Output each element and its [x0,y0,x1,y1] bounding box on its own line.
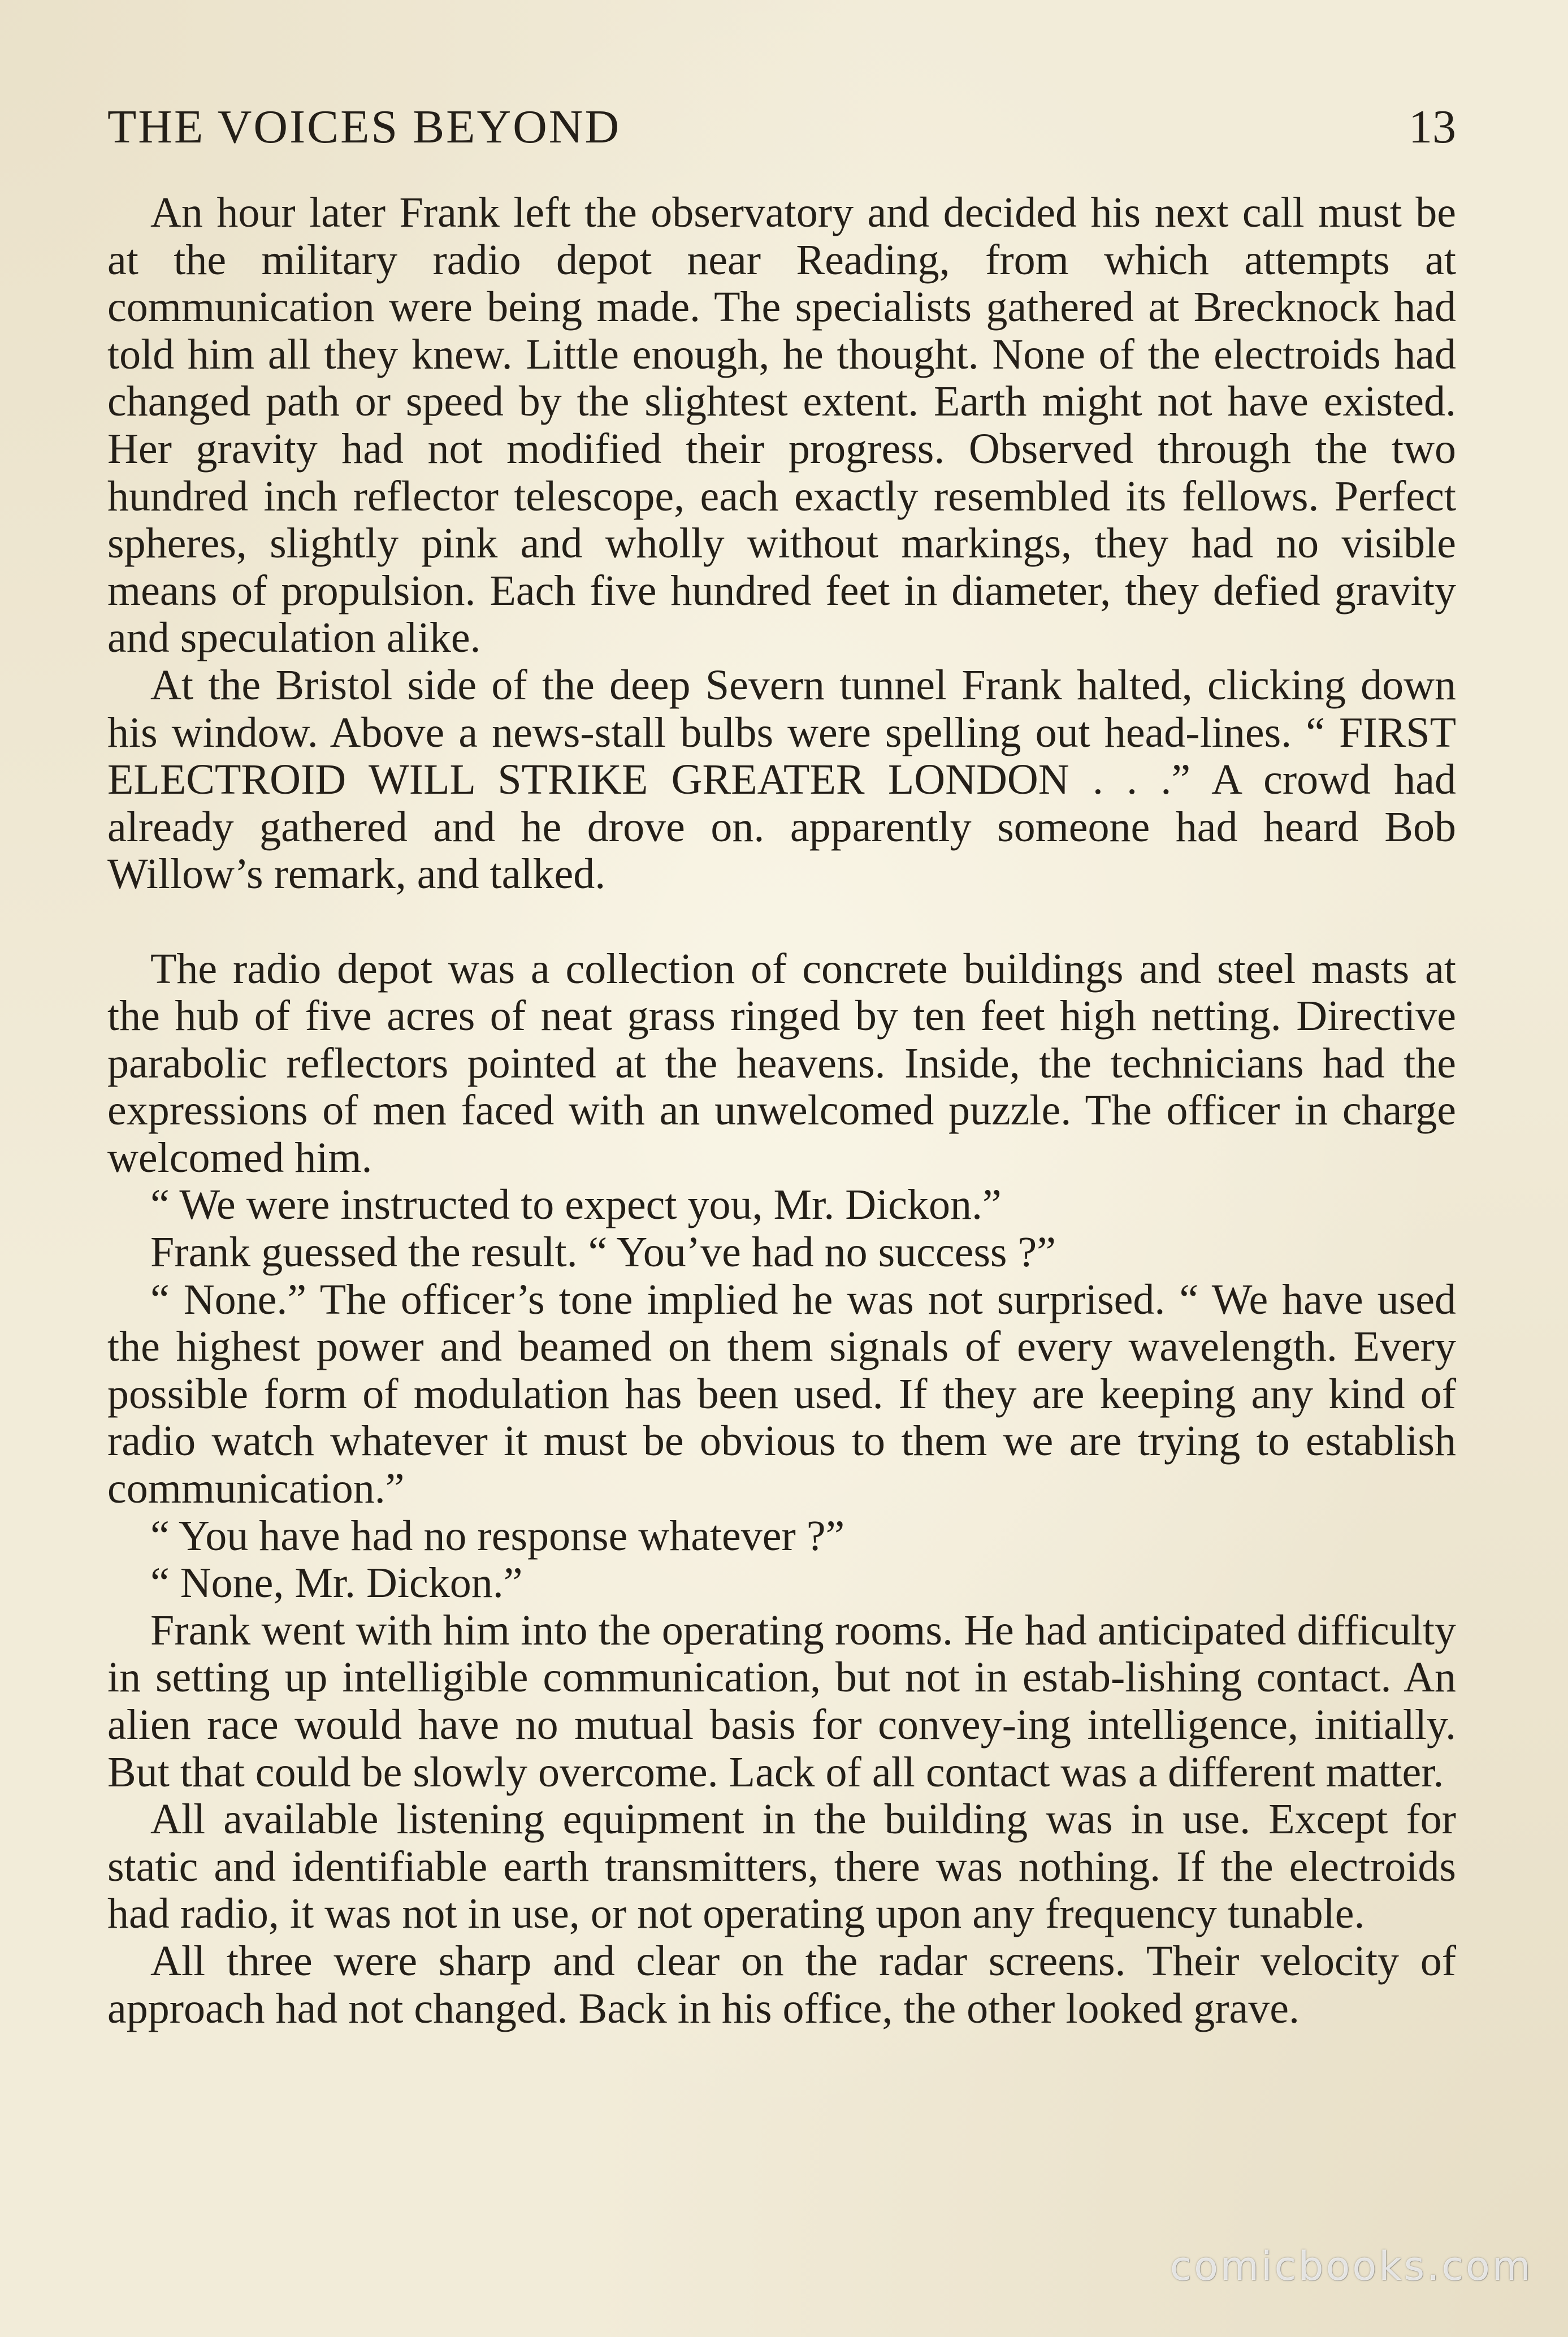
paragraph-dialogue-none: “ None.” The officer’s tone implied he was not surprised. “ We have used the highest power and beamed on them signals of every wavelength. Every possible form of modulation has been used. If they are keeping any kind of radio watch whatever it must be obvious to them we are trying to establish communication.” [107,1275,1456,1513]
paragraph-listening-equipment: All available listening equipment in the building was in use. Except for static and identifiable earth transmitters, there was nothing. If the electroids had radio, it was not in use, or not operating upon any frequency tunable. [107,1795,1456,1938]
body-text [107,189,1456,2032]
paragraph-observatory: An hour later Frank left the observatory and decided his next call must be at the military radio depot near Reading, from which attempts at communication were being made. The specialists gathered at Brecknock had told him all they knew. Little enough, he thought. None of the electroids had changed path or speed by the slightest extent. Earth might not have existed. Her gravity had not modified their progress. Observed through the two hundred inch reflector telescope, each exactly resembled its fellows. Perfect spheres, slightly pink and wholly without markings, they had no visible means of propulsion. Each five hundred feet in diameter, they defied gravity and speculation alike. [107,189,1456,662]
running-title: THE VOICES BEYOND [107,101,621,153]
paragraph-radio-depot: The radio depot was a collection of concrete buildings and steel masts at the hub of five acres of neat grass ringed by ten feet high netting. Directive parabolic reflectors pointed at the heavens. Inside, the technicians had the expressions of men faced with an unwelcomed puzzle. The officer in charge welcomed him. [107,945,1456,1182]
paragraph-dialogue-no-response: “ You have had no response whatever ?” [150,1512,845,1560]
paragraph-dialogue-none-dickon: “ None, Mr. Dickon.” [150,1559,523,1607]
page-header [107,96,1456,158]
paragraph-severn-tunnel: At the Bristol side of the deep Severn tunnel Frank halted, clicking down his window. Above a news-stall bulbs were spelling out head-lines. “ FIRST ELECTROID WILL STRIKE GREATER LONDON . . .” A crowd had already gathered and he drove on. apparently someone had heard Bob Willow’s remark, and talked. [107,661,1456,898]
paragraph-operating-rooms: Frank went with him into the operating rooms. He had anticipated difficulty in setting up intelligible communication, but not in estab-lishing contact. An alien race would have no mutual basis for convey-ing intelligence, initially. But that could be slowly overcome. Lack of all contact was a different matter. [107,1606,1456,1796]
page-number: 13 [1409,101,1456,153]
watermark: comicbooks.com [1169,2243,1533,2290]
paragraph-dialogue-instructed: “ We were instructed to expect you, Mr. Dickon.” [150,1181,1002,1229]
paragraph-dialogue-no-success: Frank guessed the result. “ You’ve had no success ?” [150,1228,1056,1276]
paragraph-radar-screens: All three were sharp and clear on the radar screens. Their velocity of approach had not changed. Back in his office, the other looked grave. [107,1937,1456,2032]
